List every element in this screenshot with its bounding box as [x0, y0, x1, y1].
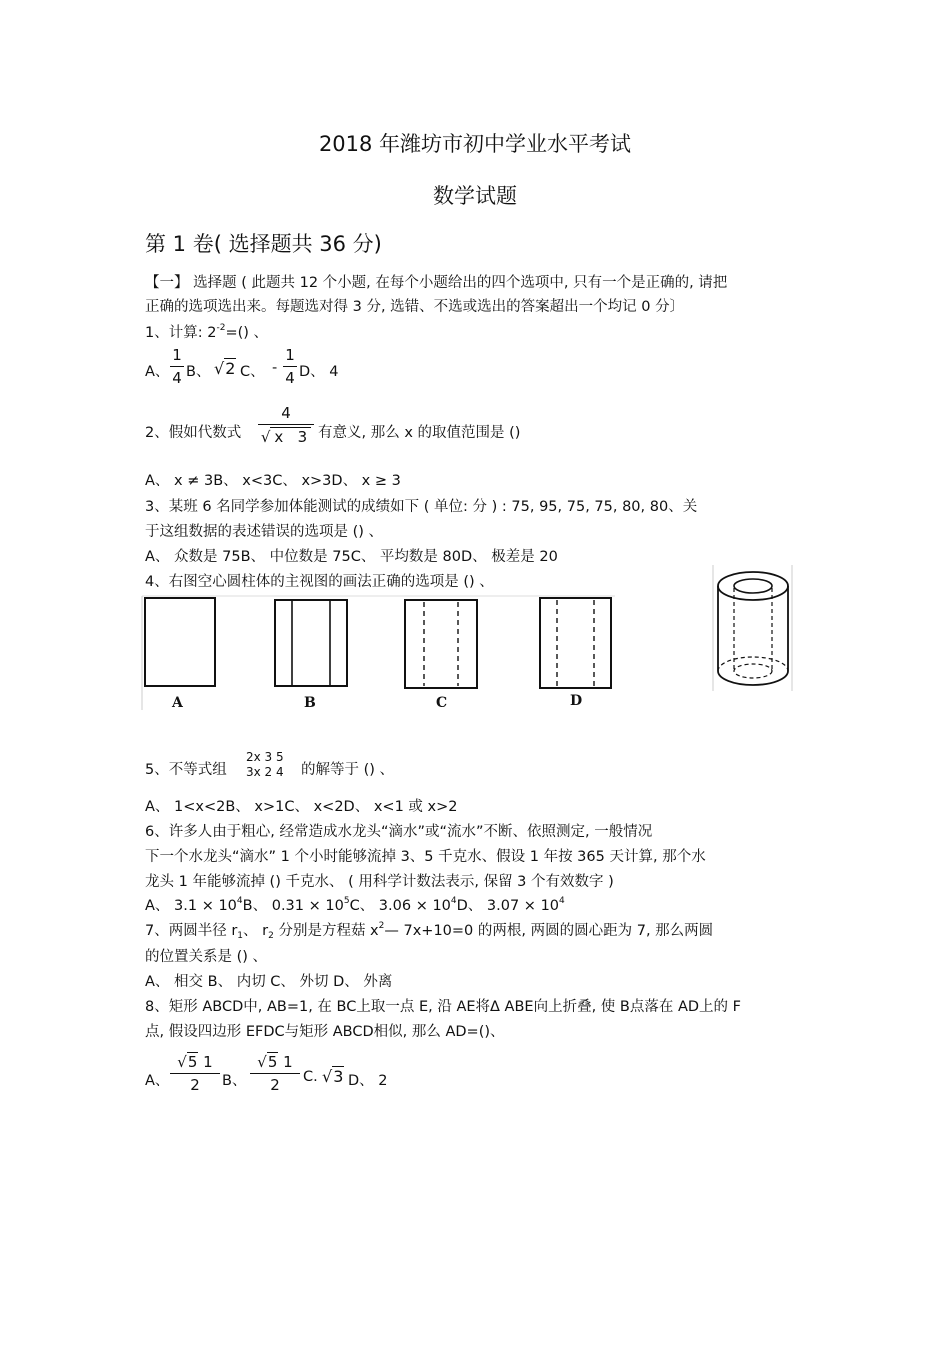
q4-label-b: B	[304, 695, 316, 711]
section-heading: 第 1 卷( 选择题共 36 分)	[145, 232, 382, 256]
q8-line-1: 8、矩形 ABCD中, AB=1, 在 BC上取一点 E, 沿 AE将Δ ABE向上折叠, 使 B点落在 AD上的 F	[145, 999, 741, 1015]
q5-stem-post: 的解等于 () 、	[301, 762, 395, 778]
q3-line-2: 于这组数据的表述错误的选项是 () 、	[145, 524, 384, 540]
q1-option-a-fraction: 1 4	[170, 346, 184, 387]
q4-label-d: D	[570, 693, 583, 709]
figure-a-rect	[145, 598, 215, 686]
q5-options: A、 1<x<2B、 x>1C、 x<2D、 x<1 或 x>2	[145, 799, 458, 815]
q2-fraction: 4 √ x 3	[258, 404, 314, 446]
figure-b	[275, 600, 347, 686]
q1-option-d: D、 4	[299, 364, 339, 380]
exam-subtitle: 数学试题	[433, 184, 517, 208]
q4-option-figures	[140, 592, 620, 716]
q6-options: A、 $3.1 \times 10^4B$、 $0.31 \times 10^5C$、 $3.06 \times 10^4D$、 $3.07 \times 10^4$	[145, 896, 565, 914]
q1-option-a-label: A、	[145, 364, 170, 380]
q6-line-2: 下一个水龙头“滴水” 1 个小时能够流掉 3、5 千克水、假设 1 年按 365 天计算, 那个水	[145, 849, 706, 865]
q2-stem-post: 有意义, 那么 x 的取值范围是 ()	[318, 425, 521, 441]
figure-d	[540, 598, 611, 688]
q8-option-c-label: C.	[303, 1069, 318, 1085]
q7-line-2: 的位置关系是 () 、	[145, 949, 268, 965]
q8-option-a-fraction: √5 1 2	[170, 1052, 220, 1094]
figure-c	[405, 600, 477, 688]
q7-line-1: 7、两圆半径 $r_1$、 $r_2$ 分别是方程菇 $x^2—$ 7x+10=0 的两根, 两圆的圆心距为 7, 那么两圆	[145, 921, 714, 941]
exam-title: 2018 年潍坊市初中学业水平考试	[318, 132, 632, 156]
instructions-line-1: 【一】 选择题 ( 此题共 12 个小题, 在每个小题给出的四个选项中, 只有一个是正确的, 请把	[145, 275, 728, 291]
q5-inequality-system: 2x 3 5 3x 2 4	[246, 750, 284, 779]
q1-option-c-fraction: 1 4	[283, 346, 297, 387]
q1-option-b-label: B、	[186, 364, 211, 380]
q1-stem: 1、计算: $2^{-2}=()$ 、	[145, 323, 269, 341]
q1-option-c-sign: -	[272, 360, 278, 376]
q3-options: A、 众数是 75B、 中位数是 75C、 平均数是 80D、 极差是 20	[145, 549, 558, 565]
q1-option-b-sqrt: √2	[214, 359, 236, 378]
q8-option-b-label: B、	[222, 1073, 247, 1089]
q1-option-c-label: C、	[240, 364, 265, 380]
q8-option-d: D、 2	[348, 1073, 388, 1089]
q6-line-3: 龙头 1 年能够流掉 () 千克水、 ( 用科学计数法表示, 保留 3 个有效数字 )	[145, 874, 614, 890]
q5-stem-pre: 5、不等式组	[145, 762, 227, 778]
q8-option-b-fraction: √5 1 2	[250, 1052, 300, 1094]
q4-label-c: C	[436, 695, 448, 711]
q4-stem: 4、右图空心圆柱体的主视图的画法正确的选项是 () 、	[145, 574, 494, 590]
q8-option-a-label: A、	[145, 1073, 170, 1089]
q2-stem-pre: 2、假如代数式	[145, 425, 242, 441]
instructions-line-2: 正确的选项选出来。每题选对得 3 分, 选错、不选或选出的答案超出一个均记 0 分〕	[145, 299, 685, 315]
q2-options: A、 x ≠ 3B、 x<3C、 x>3D、 x ≥ 3	[145, 473, 401, 489]
hollow-cylinder-figure	[712, 563, 794, 693]
q8-option-c-sqrt: √3	[322, 1067, 344, 1086]
q3-line-1: 3、某班 6 名同学参加体能测试的成绩如下 ( 单位: 分 ) : 75, 95, 75, 75, 80, 80、关	[145, 499, 698, 515]
q8-line-2: 点, 假设四边形 EFDC与矩形 ABCD相似, 那么 AD=()、	[145, 1024, 505, 1040]
q4-label-a: A	[172, 695, 183, 711]
q7-options: A、 相交 B、 内切 C、 外切 D、 外离	[145, 974, 393, 990]
q6-line-1: 6、许多人由于粗心, 经常造成水龙头“滴水”或“流水”不断、依照测定, 一般情况	[145, 824, 653, 840]
